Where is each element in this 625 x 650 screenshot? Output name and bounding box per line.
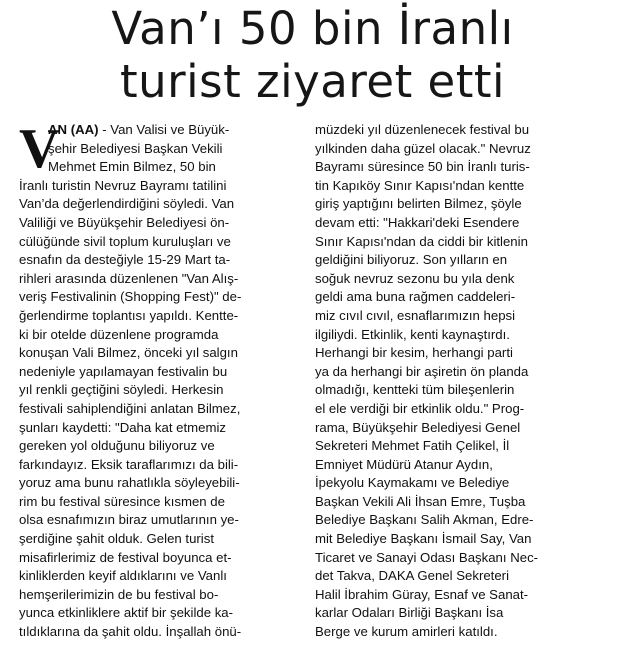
- article-line: det Takva, DAKA Genel Sekreteri: [315, 568, 510, 584]
- article-line: Herhangi bir kesim, herhangi parti: [315, 345, 513, 361]
- article-line: kinliklerden keyif aldıklarını ve Vanlı: [19, 568, 227, 584]
- article-line: veriş Festivalinin (Shopping Fest)" de-: [19, 289, 242, 305]
- article-line: ki bir otelde düzenlene programda: [19, 326, 219, 342]
- article-line: devam etti: "Hakkari'deki Esendere: [315, 214, 520, 230]
- article-column-left: [19, 118, 315, 642]
- article-line: miz cıvıl cıvıl, esnaflarımızın hepsi: [315, 307, 516, 323]
- article-line: karlar Odaları Birliği Başkanı İsa: [315, 605, 504, 621]
- drop-cap: V: [19, 118, 60, 180]
- article-line: yoruz ama bunu rahatlıkla söyleyebili-: [19, 475, 240, 491]
- article-line: festivali sahiplendiğini anlatan Bilmez,: [19, 400, 241, 416]
- article-line: Berge ve kurum amirleri katıldı.: [315, 624, 498, 640]
- article-line: olsa esnafımızın biraz umutlarının ye-: [19, 512, 239, 528]
- article-line: tıldıklarına da şahit oldu. İnşallah önü-: [19, 624, 242, 640]
- article-line: İranlı turistin Nevruz Bayramı tatilini: [19, 177, 227, 193]
- article-line: mit Belediye Başkanı İsmail Say, Van: [315, 531, 532, 547]
- article-column-right: [315, 121, 617, 642]
- article-line: geldiğini biliyoruz. Son yılların en: [315, 252, 508, 268]
- headline-line-1: Van’ı 50 bin İranlı: [111, 2, 514, 55]
- article-line: şehir Belediyesi Başkan Vekili: [48, 140, 223, 156]
- article-line: Belediye Başkanı Salih Akman, Edre-: [315, 512, 534, 528]
- article-line: ğerlendirme toplantısı yapıldı. Kentte-: [19, 307, 239, 323]
- article-line: Emniyet Müdürü Atanur Aydın,: [315, 456, 493, 472]
- article-line: yunca etkinliklere aktif bir şekilde ka-: [19, 605, 234, 621]
- article-line: İpekyolu Kaymakamı ve Belediye: [315, 475, 510, 491]
- article-line: farkındayız. Eksik taraflarımızı da bili-: [19, 456, 239, 472]
- article-line: hemşerilerimizin de bu festival bo-: [19, 586, 219, 602]
- article-line: şunları kaydetti: "Daha kat etmemiz: [19, 419, 226, 435]
- article-line: Mehmet Emin Bilmez, 50 bin: [48, 159, 216, 175]
- article-line: yılkinden daha güzel olacak." Nevruz: [315, 140, 531, 156]
- article-line: Bayramı süresince 50 bin İranlı turis-: [315, 159, 530, 175]
- article-line: Başkan Vekili Ali İhsan Emre, Tuşba: [315, 493, 526, 509]
- article-line: Halil İbrahim Güray, Esnaf ve Sanat-: [315, 586, 529, 602]
- article-line: konuşan Vali Bilmez, önceki yıl salgın: [19, 345, 238, 361]
- article-line: ya da herhangi bir aşiretin ön planda: [315, 363, 529, 379]
- article-line: Van’da değerlendirdiğini söyledi. Van: [19, 196, 235, 212]
- article-line: soğuk nevruz sezonu bu yıla denk: [315, 270, 515, 286]
- article-line: Ticaret ve Sanayi Odası Başkanı Nec-: [315, 549, 539, 565]
- article-line: misafirlerimiz de festival boyunca et-: [19, 549, 232, 565]
- article-line: Sınır Kapısı'ndan da ciddi bir kitlenin: [315, 233, 528, 249]
- article-line: yıl renkli geçtiğini söyledi. Herkesin: [19, 382, 224, 398]
- article-line: rihleri arasında düzenlenen "Van Alış-: [19, 270, 239, 286]
- article-line: olmadığı, kentteki tüm bileşenlerin: [315, 382, 515, 398]
- article-line: müzdeki yıl düzenlenecek festival bu: [315, 122, 530, 137]
- article-line-text: - Van Valisi ve Büyük-: [98, 122, 230, 137]
- article-line: ilgiliydi. Etkinlik, kenti kaynaştırdı.: [315, 326, 510, 342]
- article-line: geldi ama buna rağmen caddeleri-: [315, 289, 516, 305]
- article-line: tin Kapıköy Sınır Kapısı'ndan kentte: [315, 177, 525, 193]
- article-line: Valiliği ve Büyükşehir Belediyesi ön-: [19, 214, 230, 230]
- article-line: giriş yaptığını belirten Bilmez, şöyle: [315, 196, 522, 212]
- headline: [0, 2, 625, 108]
- article-line: nedeniyle yapılamayan festivalin bu: [19, 363, 228, 379]
- agency-tag: AN (AA): [48, 122, 99, 137]
- article-line: gereken yol olduğunu biliyoruz ve: [19, 438, 215, 454]
- article-line: cülüğünde sivil toplum kuruluşları ve: [19, 233, 231, 249]
- article-line: el ele verdiği bir etkinlik oldu." Prog-: [315, 400, 525, 416]
- article-line: [19, 121, 315, 140]
- article-line: Sekreteri Mehmet Fatih Çelikel, İl: [315, 438, 510, 454]
- article-line: rama, Büyükşehir Belediyesi Genel: [315, 419, 521, 435]
- article-line: şerdiğine şahit olduk. Gelen turist: [19, 531, 214, 547]
- article-line: esnafın da desteğiyle 15-29 Mart ta-: [19, 252, 231, 268]
- headline-line-2: turist ziyaret etti: [119, 55, 505, 108]
- article-line: rim bu festival süresince kısmen de: [19, 493, 225, 509]
